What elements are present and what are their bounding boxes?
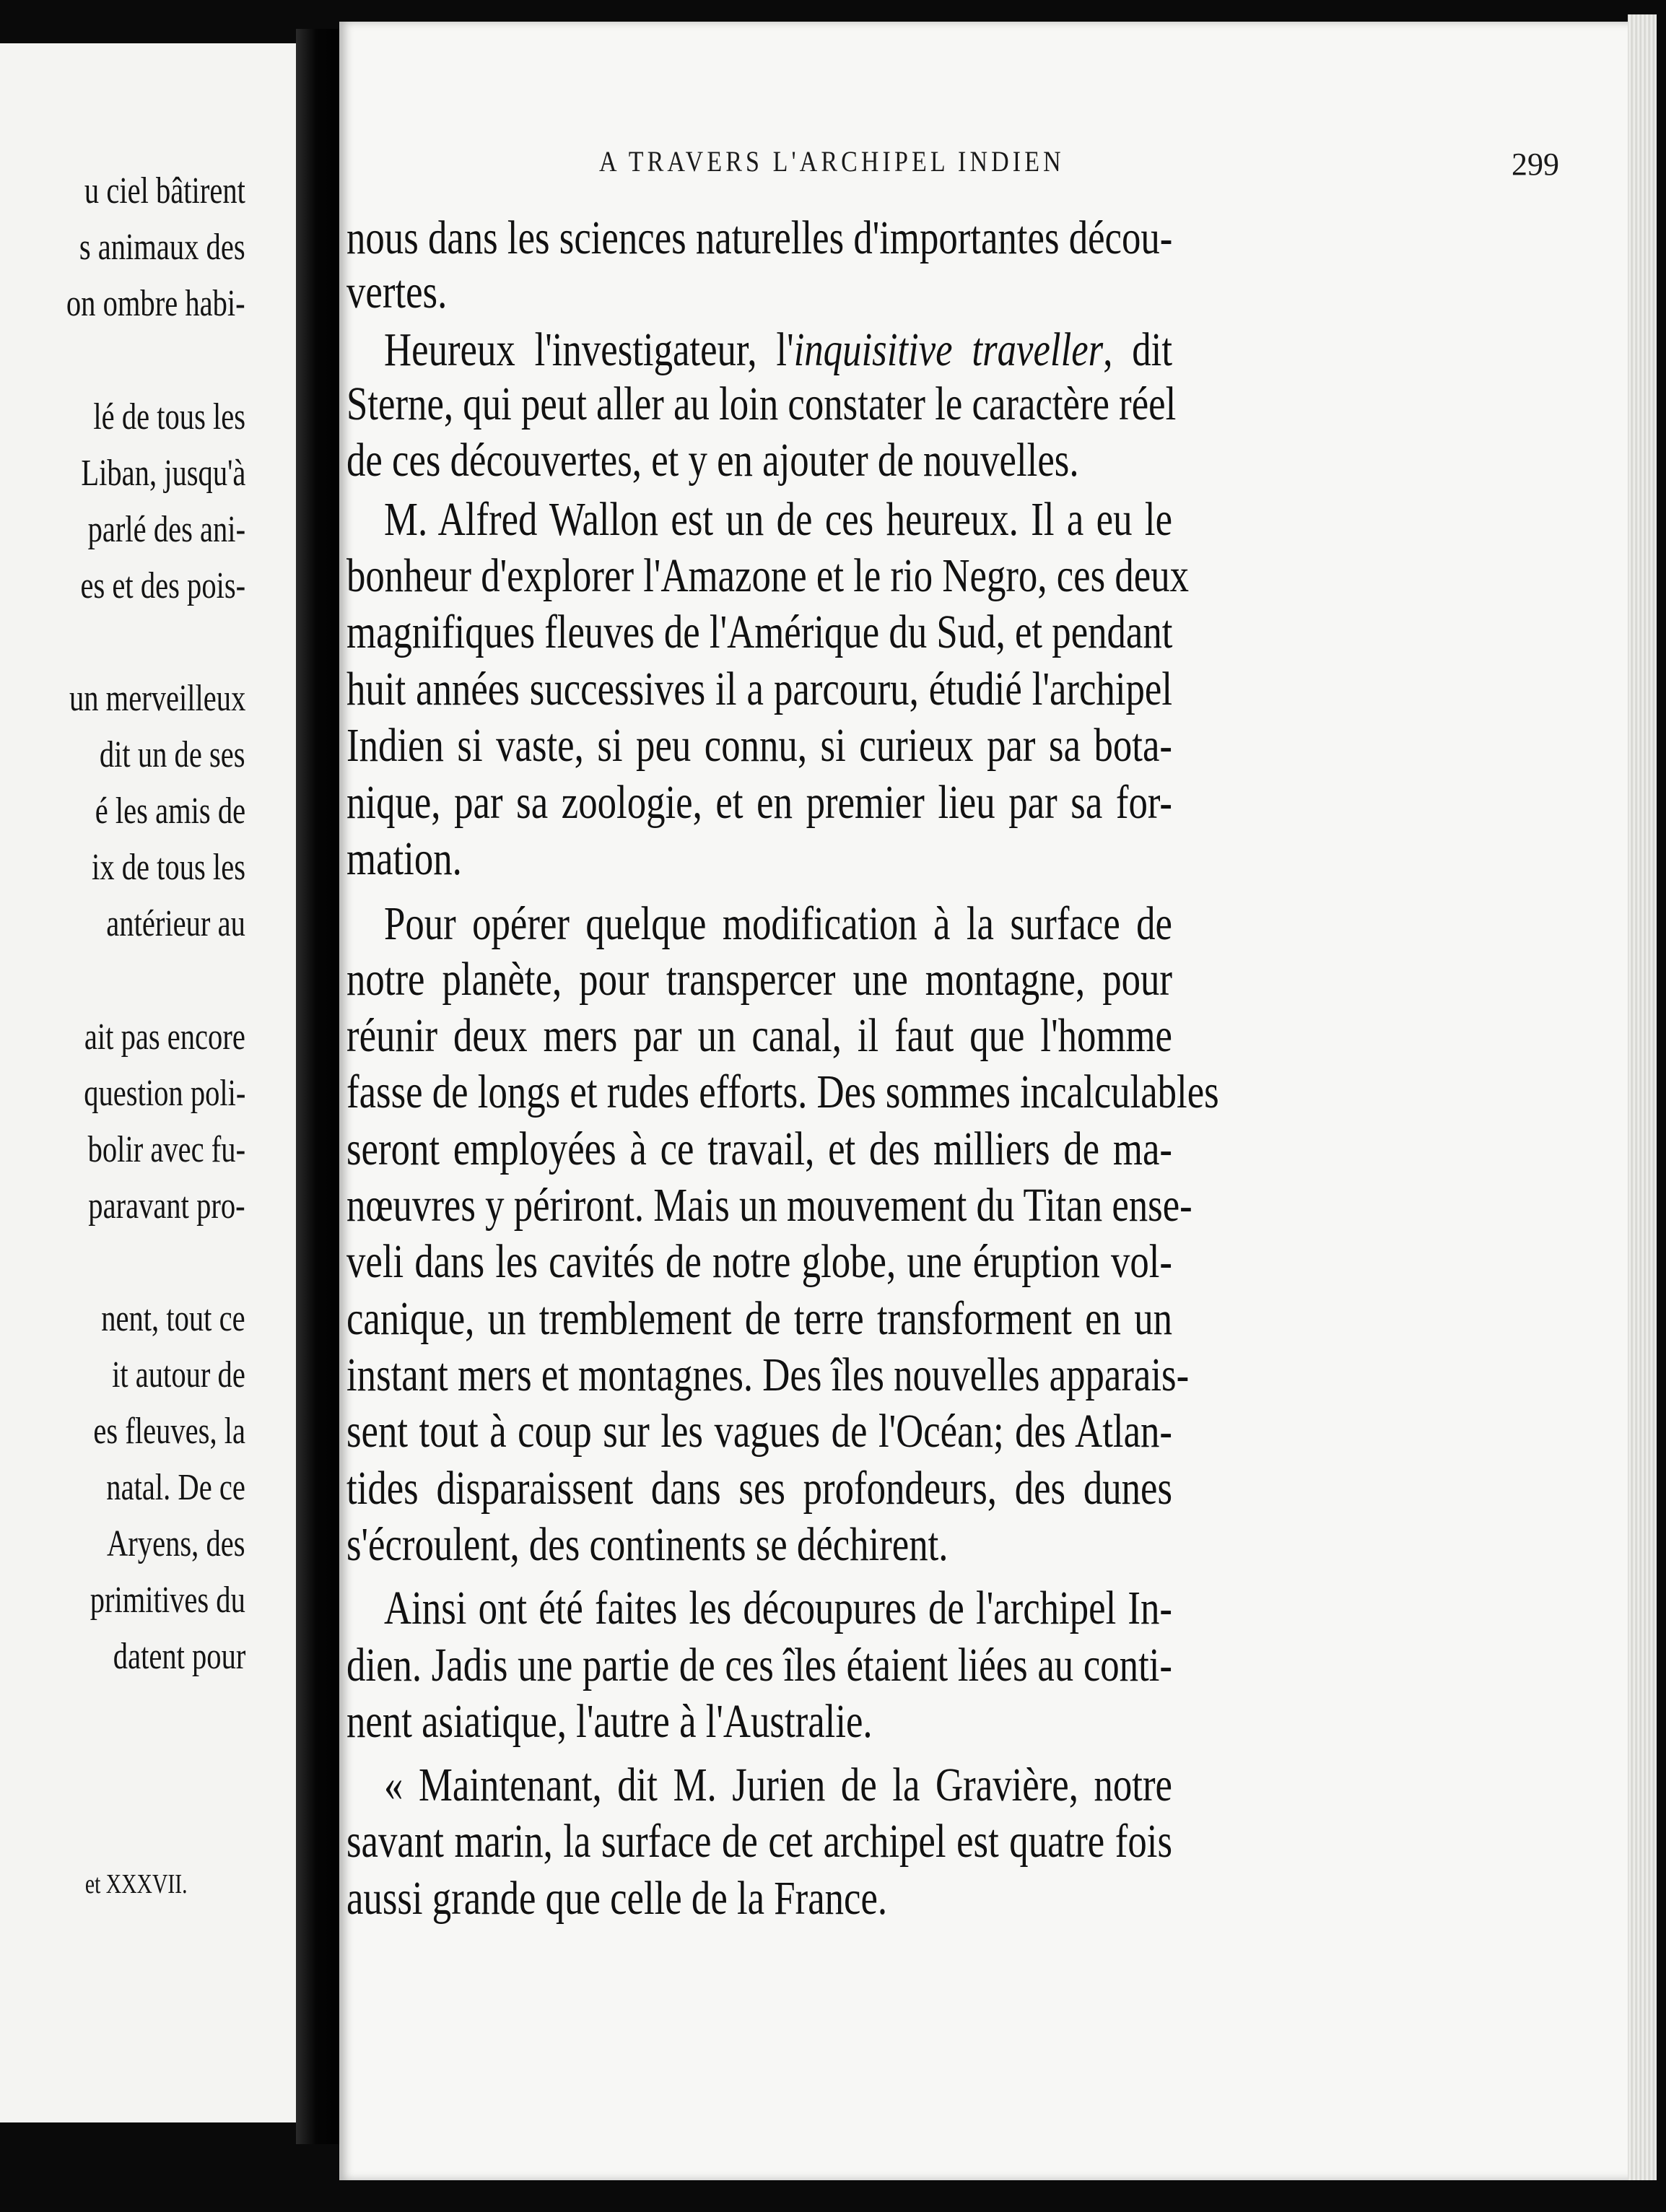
text-line: magnifiques fleuves de l'Amérique du Sud, et pendant (346, 606, 1173, 658)
left-page-line: parlé des ani- (87, 509, 245, 550)
text-line: veli dans les cavités de notre globe, une éruption vol- (346, 1235, 1172, 1288)
left-page-line: dit un de ses (100, 734, 245, 775)
text-line: notre planète, pour transpercer une montagne, pour (346, 953, 1172, 1006)
text-line: instant mers et montagnes. Des îles nouvelles apparais- (346, 1349, 1190, 1401)
right-page (339, 22, 1631, 2180)
text-line: dien. Jadis une partie de ces îles étaient liées au conti- (346, 1639, 1172, 1691)
text-line: aussi grande que celle de la France. (346, 1872, 888, 1925)
left-page-line: ix de tous les (92, 847, 245, 888)
left-page-footnote: et XXXVII. (85, 1869, 188, 1899)
text-line: vertes. (346, 266, 448, 318)
left-page-line: antérieur au (106, 903, 245, 944)
left-page-line: u ciel bâtirent (84, 170, 245, 212)
text-line: de ces découvertes, et y en ajouter de nouvelles. (346, 434, 1079, 487)
left-page-line: on ombre habi- (66, 283, 245, 324)
text-line (384, 322, 1172, 378)
left-page-line: Liban, jusqu'à (80, 453, 245, 494)
text-line: seront employées à ce travail, et des milliers de ma- (346, 1123, 1172, 1175)
left-page-line: es et des pois- (80, 565, 245, 606)
text-line: s'écroulent, des continents se déchirent. (346, 1518, 948, 1571)
text-line: Indien si vaste, si peu connu, si curieux par sa bota- (346, 719, 1172, 772)
left-page-line: bolir avec fu- (87, 1129, 245, 1170)
left-page-line: lé de tous les (93, 396, 245, 437)
text-line: Ainsi ont été faites les découpures de l'archipel In- (384, 1582, 1172, 1634)
text-line: Pour opérer quelque modification à la surface de (384, 897, 1172, 950)
page-edge (1628, 14, 1657, 2180)
text-line: M. Alfred Wallon est un de ces heureux. Il a eu le (384, 493, 1172, 546)
left-page-line: datent pour (113, 1636, 245, 1677)
running-head: A TRAVERS L'ARCHIPEL INDIEN (599, 145, 1065, 178)
text-line: savant marin, la surface de cet archipel est quatre fois (346, 1815, 1172, 1868)
left-page-line: un merveilleux (69, 678, 245, 719)
text-segment: , dit (1103, 323, 1172, 376)
left-page-line: es fleuves, la (93, 1411, 245, 1452)
text-line: nique, par sa zoologie, et en premier lieu par sa for- (346, 776, 1172, 829)
left-page-line: ait pas encore (84, 1016, 245, 1058)
text-line: réunir deux mers par un canal, il faut que l'homme (346, 1009, 1172, 1062)
text-line: « Maintenant, dit M. Jurien de la Gravière, notre (384, 1759, 1172, 1811)
text-line: mation. (346, 832, 462, 885)
left-facing-page (0, 43, 296, 2122)
text-line: Sterne, qui peut aller au loin constater le caractère réel (346, 378, 1177, 430)
left-page-line: natal. De ce (106, 1467, 245, 1508)
left-page-line: it autour de (112, 1354, 245, 1395)
text-line: fasse de longs et rudes efforts. Des sommes incalculables (346, 1066, 1219, 1118)
text-line: bonheur d'explorer l'Amazone et le rio Negro, ces deux (346, 549, 1189, 602)
text-line: huit années successives il a parcouru, étudié l'archipel (346, 663, 1172, 715)
italic-phrase: inquisitive traveller (793, 323, 1104, 376)
left-page-line: paravant pro- (88, 1185, 245, 1227)
text-segment: Heureux l'investigateur, l' (384, 323, 794, 376)
left-page-line: s animaux des (79, 227, 245, 268)
page-number: 299 (1512, 147, 1559, 182)
text-line: tides disparaissent dans ses profondeurs, des dunes (346, 1462, 1172, 1515)
text-line: nœuvres y périront. Mais un mouvement du Titan ense- (346, 1179, 1192, 1232)
text-line: sent tout à coup sur les vagues de l'Océan; des Atlan- (346, 1405, 1172, 1458)
left-page-line: primitives du (90, 1580, 245, 1621)
left-page-text (0, 43, 296, 2122)
left-page-line: é les amis de (95, 791, 245, 832)
text-line: nous dans les sciences naturelles d'importantes décou- (346, 212, 1173, 264)
text-line: nent asiatique, l'autre à l'Australie. (346, 1695, 873, 1748)
text-line: canique, un tremblement de terre transforment en un (346, 1292, 1172, 1345)
left-page-line: nent, tout ce (101, 1298, 245, 1339)
left-page-line: Aryens, des (107, 1523, 245, 1564)
left-page-line: question poli- (83, 1073, 245, 1114)
